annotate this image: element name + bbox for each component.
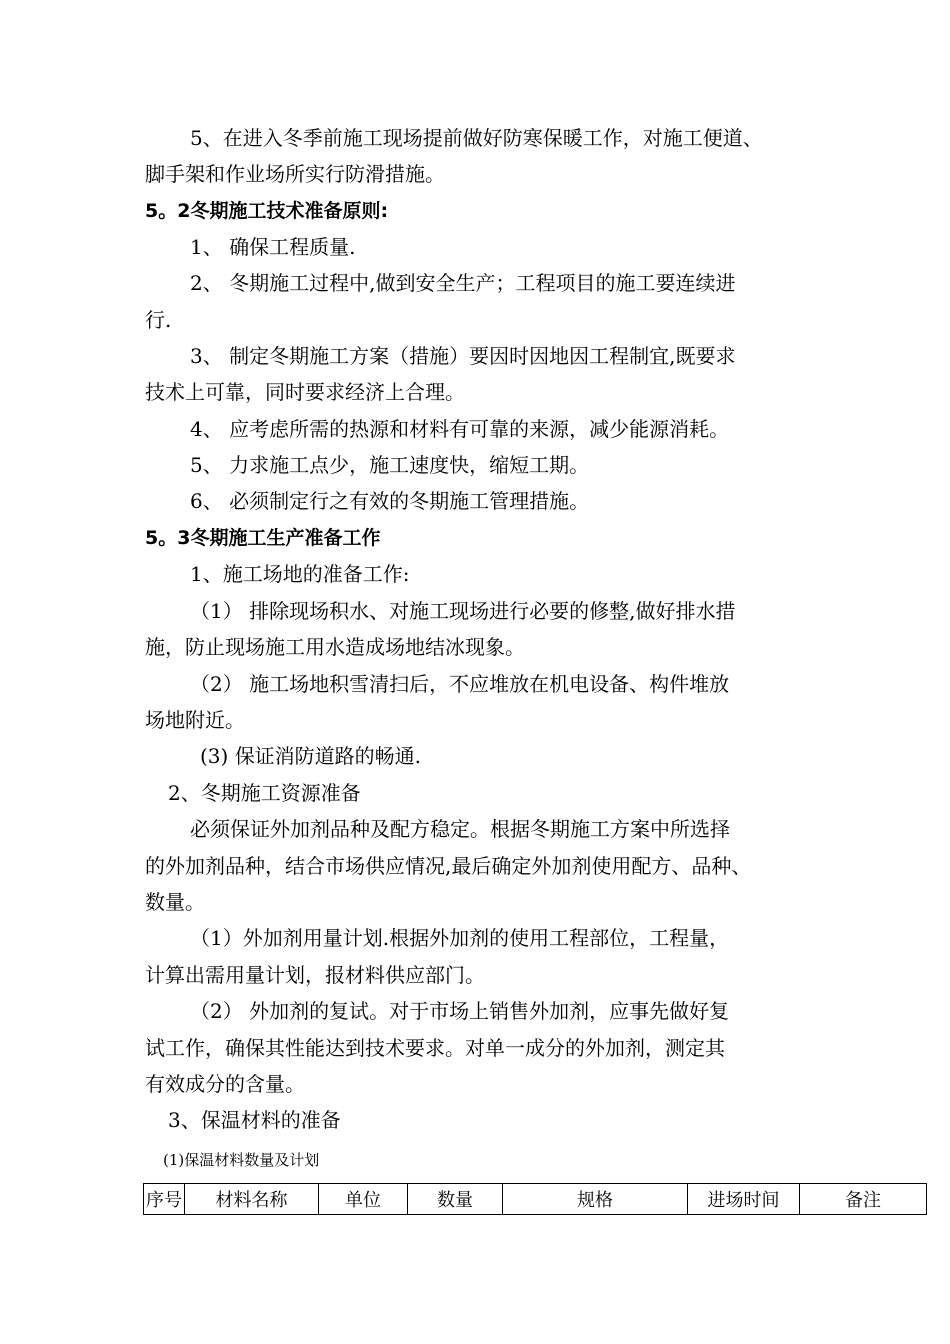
table-header-cell: 备注 (800, 1184, 927, 1215)
paragraph-line: 行. (145, 308, 172, 332)
table-header-cell: 材料名称 (185, 1184, 319, 1215)
paragraph-line: 场地附近。 (145, 708, 245, 732)
paragraph-line: 的外加剂品种，结合市场供应情况,最后确定外加剂使用配方、品种、 (145, 854, 752, 878)
paragraph-line: 脚手架和作业场所实行防滑措施。 (145, 162, 445, 186)
list-item: 2、 冬期施工过程中,做到安全生产；工程项目的施工要连续进 (190, 271, 736, 295)
table-caption: (1)保温材料数量及计划 (163, 1151, 320, 1169)
list-item: 3、 制定冬期施工方案（措施）要因时因地因工程制宜,既要求 (190, 344, 736, 368)
section-heading: 5。3冬期施工生产准备工作 (145, 527, 381, 549)
table-header-cell: 进场时间 (688, 1184, 800, 1215)
list-item: （1）外加剂用量计划.根据外加剂的使用工程部位，工程量， (190, 926, 730, 950)
section-heading: 5。2冬期施工技术准备原则: (145, 200, 389, 222)
list-item: （2） 外加剂的复试。对于市场上销售外加剂，应事先做好复 (190, 999, 730, 1023)
table-header-row (144, 1184, 927, 1215)
paragraph-line: 施，防止现场施工用水造成场地结冰现象。 (145, 635, 525, 659)
materials-table (143, 1183, 927, 1215)
paragraph-line: 试工作，确保其性能达到技术要求。对单一成分的外加剂，测定其 (145, 1036, 725, 1060)
list-item: 1、 确保工程质量. (190, 235, 356, 259)
subsection-title: 1、施工场地的准备工作: (190, 562, 410, 586)
paragraph-line: 计算出需用量计划，报材料供应部门。 (145, 963, 485, 987)
table-header-cell: 单位 (319, 1184, 408, 1215)
list-item: （2） 施工场地积雪清扫后，不应堆放在机电设备、构件堆放 (190, 672, 730, 696)
table-header-cell: 规格 (503, 1184, 688, 1215)
list-item: (3) 保证消防道路的畅通. (200, 744, 422, 768)
table-header-cell: 数量 (408, 1184, 503, 1215)
list-item: 5、 力求施工点少，施工速度快，缩短工期。 (190, 453, 590, 477)
paragraph-line: 有效成分的含量。 (145, 1072, 305, 1096)
paragraph-line: 必须保证外加剂品种及配方稳定。根据冬期施工方案中所选择 (190, 817, 730, 841)
paragraph-line: 技术上可靠，同时要求经济上合理。 (145, 380, 465, 404)
paragraph-line: 数量。 (145, 890, 205, 914)
paragraph-line: 5、在进入冬季前施工现场提前做好防寒保暖工作，对施工便道、 (190, 126, 763, 150)
subsection-title: 3、保温材料的准备 (168, 1108, 341, 1132)
list-item: （1） 排除现场积水、对施工现场进行必要的修整,做好排水措 (190, 599, 736, 623)
list-item: 6、 必须制定行之有效的冬期施工管理措施。 (190, 489, 590, 513)
list-item: 4、 应考虑所需的热源和材料有可靠的来源，减少能源消耗。 (190, 417, 730, 441)
subsection-title: 2、冬期施工资源准备 (168, 781, 361, 805)
table-header-cell: 序号 (144, 1184, 185, 1215)
